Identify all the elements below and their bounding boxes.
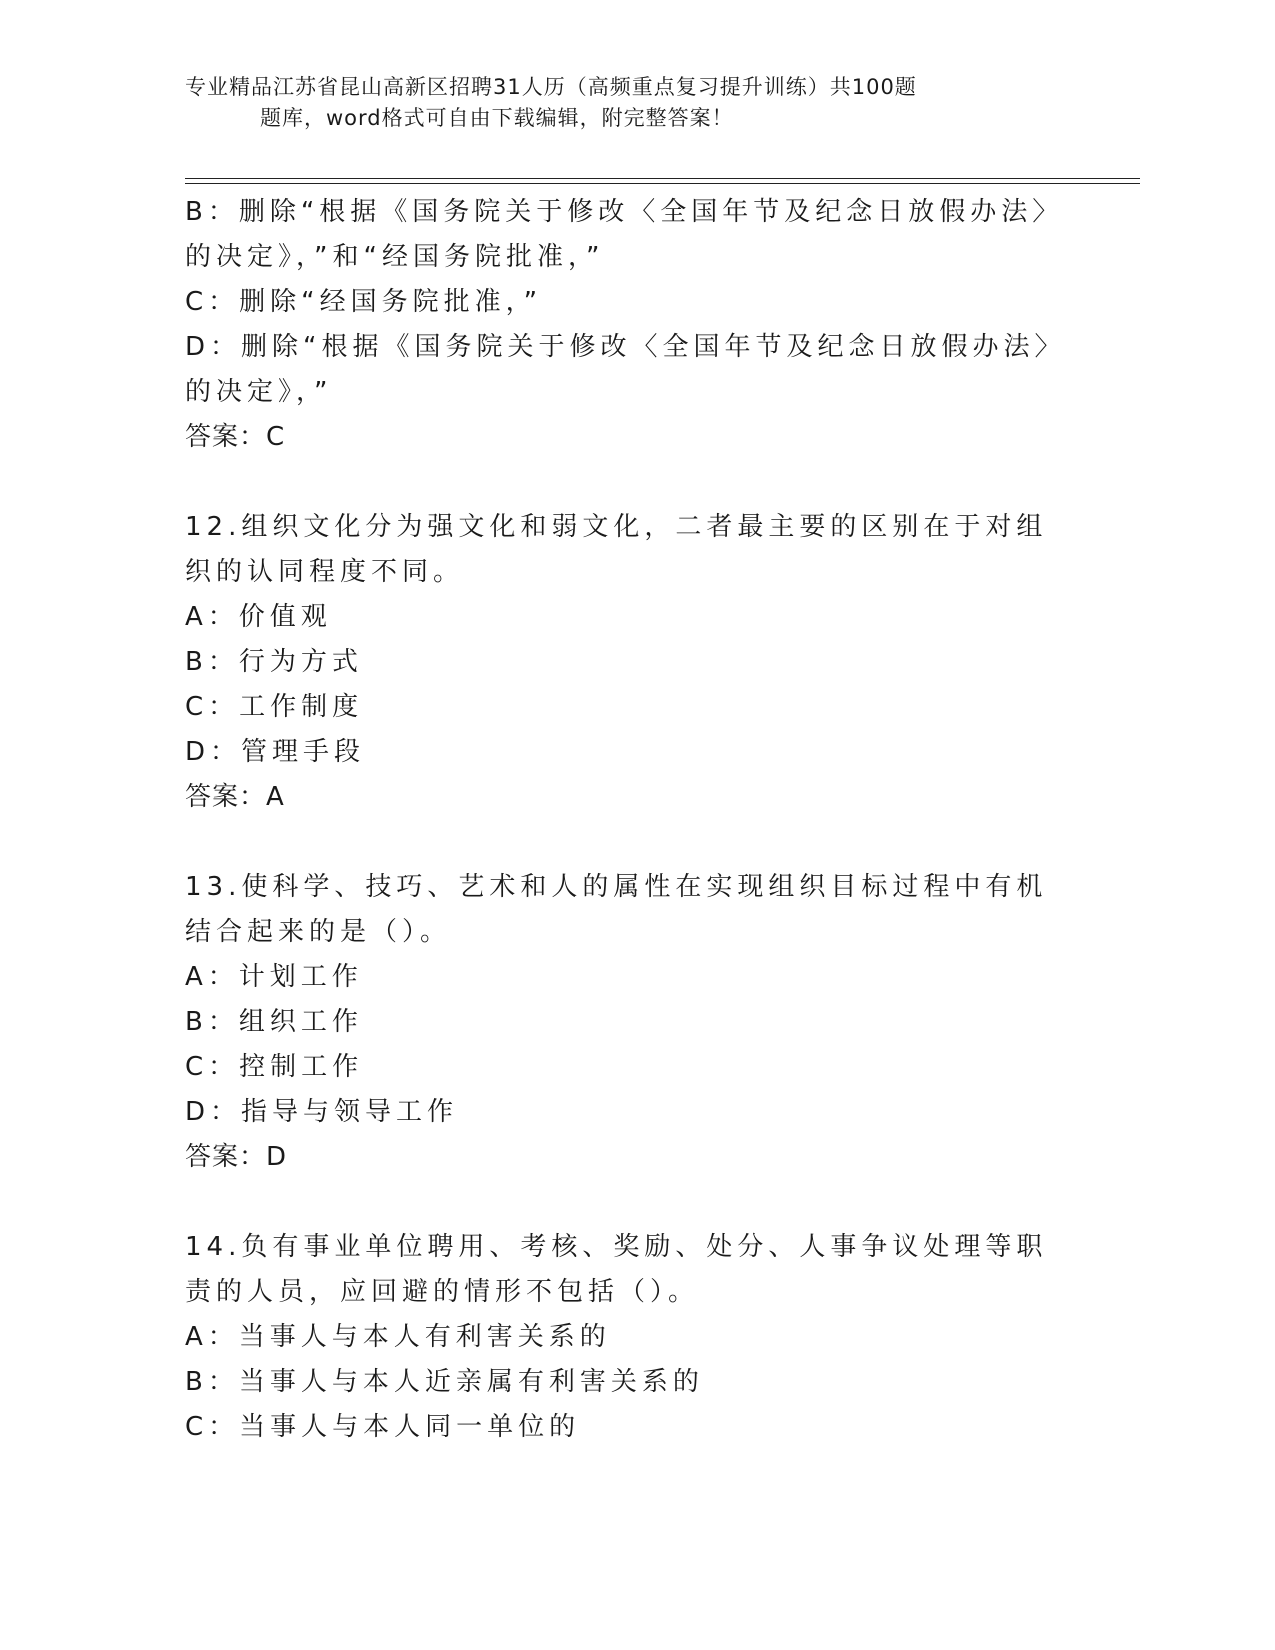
answer: 答案：C (185, 422, 286, 452)
option-d: D：管理手段 (185, 737, 366, 767)
question-12 (185, 505, 1065, 820)
option-c: C：删除“经国务院批准，” (185, 287, 543, 317)
spacer (185, 820, 1065, 865)
option-c: C：控制工作 (185, 1052, 364, 1082)
question-13 (185, 865, 1065, 1180)
question-stem: 12.组织文化分为强文化和弱文化，二者最主要的区别在于对组织的认同程度不同。 (185, 512, 1048, 587)
option-d: D：指导与领导工作 (185, 1097, 459, 1127)
option-c: C：工作制度 (185, 692, 364, 722)
header-divider-bottom (185, 183, 1140, 184)
option-c: C：当事人与本人同一单位的 (185, 1412, 581, 1442)
spacer (185, 460, 1065, 505)
header-divider-top (185, 178, 1140, 179)
option-b: B：删除“根据《国务院关于修改〈全国年节及纪念日放假办法〉的决定》，”和“经国务院批准，” (185, 197, 1064, 272)
question-14 (185, 1225, 1065, 1450)
question-content (185, 190, 1065, 1450)
answer: 答案：D (185, 1142, 288, 1172)
header-title-line-2: 题库，word格式可自由下载编辑，附完整答案！ (260, 106, 734, 130)
option-a: A：计划工作 (185, 962, 363, 992)
header-title-line-1: 专业精品江苏省昆山高新区招聘31人历（高频重点复习提升训练）共100题 (185, 75, 917, 99)
option-d: D：删除“根据《国务院关于修改〈全国年节及纪念日放假办法〉的决定》，” (185, 332, 1053, 407)
option-b: B：行为方式 (185, 647, 363, 677)
document-header (185, 72, 1045, 134)
question-stem: 13.使科学、技巧、艺术和人的属性在实现组织目标过程中有机结合起来的是（）。 (185, 872, 1048, 947)
question-11-tail (185, 190, 1065, 460)
option-b: B：当事人与本人近亲属有利害关系的 (185, 1367, 704, 1397)
option-a: A：价值观 (185, 602, 332, 632)
spacer (185, 1180, 1065, 1225)
option-b: B：组织工作 (185, 1007, 363, 1037)
question-stem: 14.负有事业单位聘用、考核、奖励、处分、人事争议处理等职责的人员，应回避的情形不包括（）。 (185, 1232, 1048, 1307)
answer: 答案：A (185, 782, 285, 812)
option-a: A：当事人与本人有利害关系的 (185, 1322, 611, 1352)
